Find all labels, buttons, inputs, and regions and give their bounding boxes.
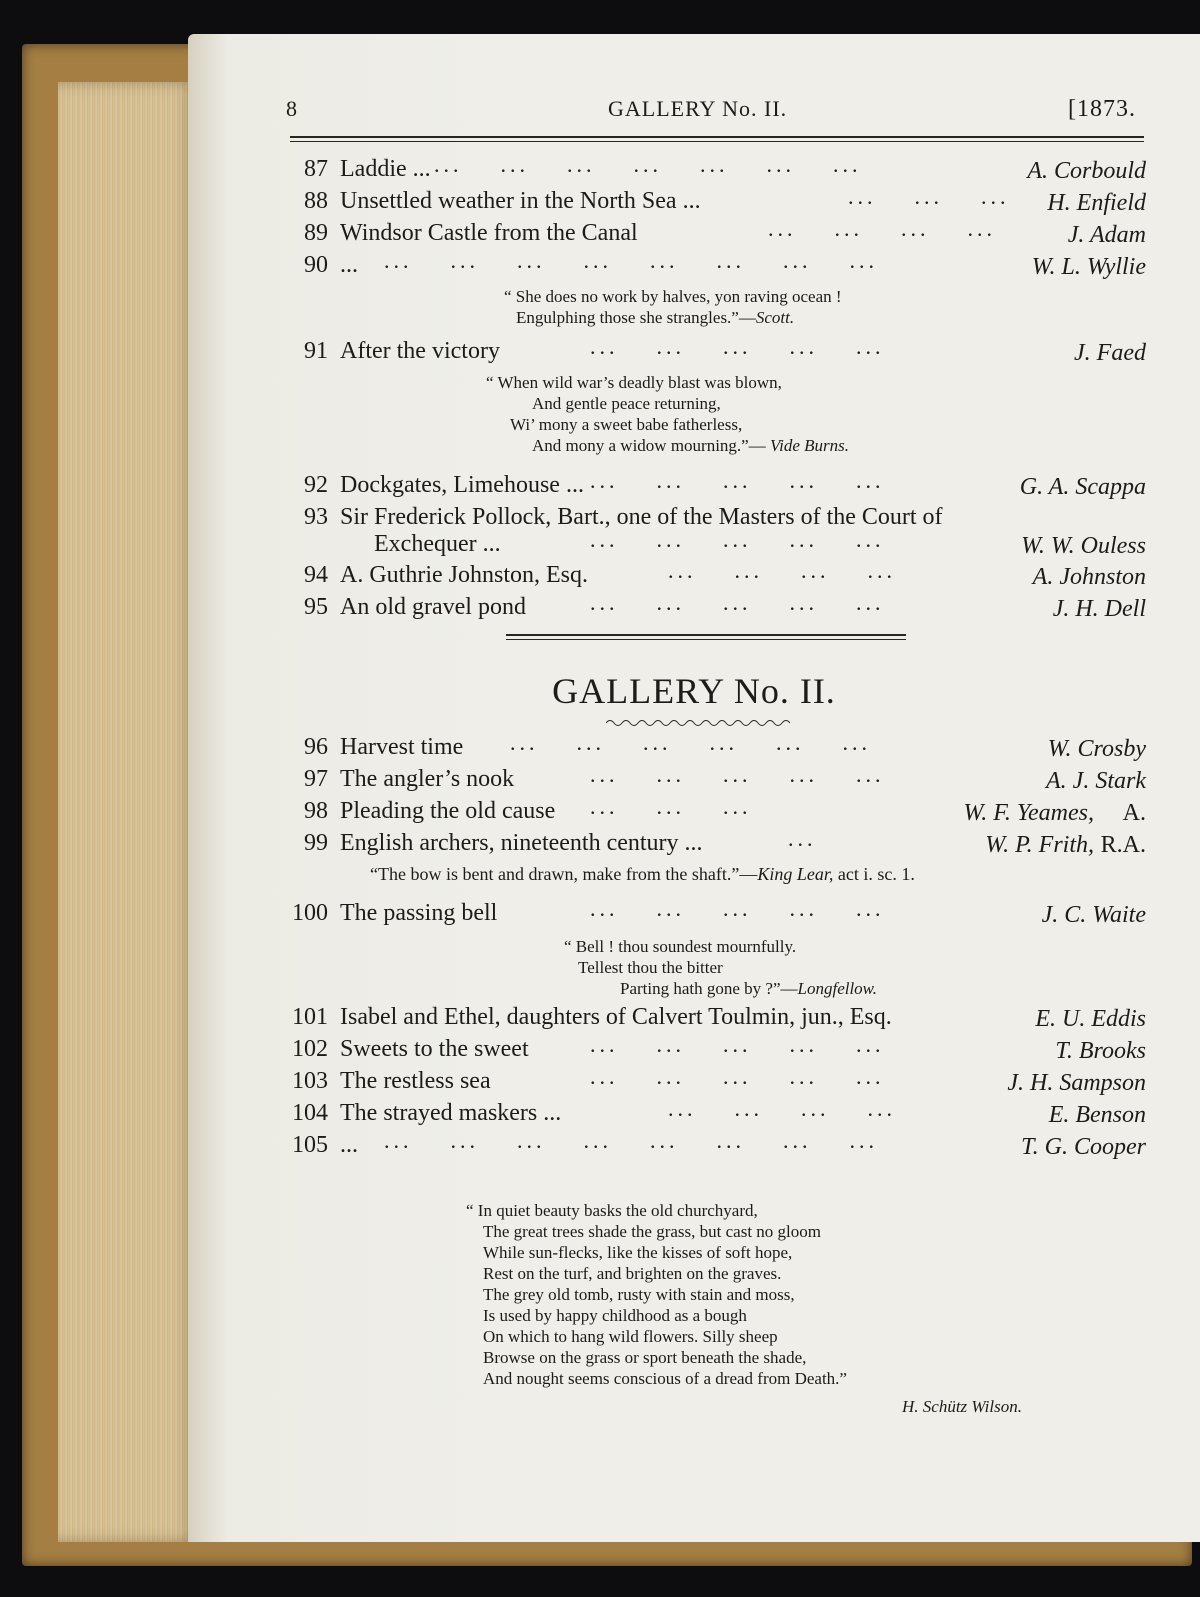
page-number: 8 [286, 96, 298, 121]
quote-schutz-wilson [466, 1200, 847, 1389]
leader-dots: ... ... ... ... [668, 1096, 896, 1121]
catalogue-entry [288, 334, 1146, 370]
header-rule-thin [290, 141, 1144, 142]
entry-title: Windsor Castle from the Canal [340, 220, 638, 246]
entry-title: Sweets to the sweet [340, 1036, 529, 1062]
quote-line: While sun-flecks, like the kisses of soft hope, [483, 1243, 793, 1262]
entry-number: 99 [304, 830, 328, 856]
quote-attribution: Longfellow. [797, 979, 878, 998]
entry-number: 102 [292, 1036, 328, 1062]
running-title: GALLERY No. II. [608, 96, 788, 121]
entry-title: Dockgates, Limehouse ... [340, 472, 584, 498]
leader-dots: ... ... ... ... [768, 216, 996, 241]
quote-longfellow [564, 936, 877, 999]
quote-line: Is used by happy childhood as a bough [483, 1306, 747, 1325]
quote-line: “ She does no work by halves, yon raving ocean ! [504, 287, 842, 306]
catalogue-entry [288, 468, 1146, 504]
quote-attribution: Vide Burns. [769, 436, 849, 455]
catalogue-entry [288, 1128, 1146, 1164]
leader-dots: ... ... ... [848, 184, 1010, 209]
entry-title: The angler’s nook [340, 766, 515, 792]
entry-artist: E. U. Eddis [1035, 1006, 1146, 1032]
entry-artist: T. G. Cooper [1021, 1134, 1146, 1160]
entry-artist: W. F. Yeames, [963, 800, 1094, 826]
entry-title: The strayed maskers ... [340, 1100, 562, 1126]
entry-title: Laddie ... [340, 156, 431, 182]
catalogue-entry [288, 152, 1146, 188]
artist-suffix: R.A. [1100, 832, 1146, 858]
artist-suffix: A. [1122, 800, 1146, 826]
entry-artist: J. Faed [1074, 340, 1146, 366]
entry-artist: W. Crosby [1047, 736, 1146, 762]
header-rule [290, 136, 1144, 138]
entry-number: 97 [304, 766, 328, 792]
quote-king-lear [370, 864, 915, 885]
leader-dots: ... ... ... ... ... [590, 762, 885, 787]
entry-number: 103 [292, 1068, 328, 1094]
quote-attribution: King Lear, [757, 864, 834, 884]
quote-line: And nought seems conscious of a dread from Death.” [483, 1369, 847, 1388]
entry-number: 105 [292, 1132, 328, 1158]
entry-number: 89 [304, 220, 328, 246]
section-rule [506, 634, 906, 636]
quote-line: “ When wild war’s deadly blast was blown, [486, 373, 782, 392]
quote-attribution: H. Schütz Wilson. [902, 1397, 1022, 1416]
section-rule-thin [506, 639, 906, 640]
leader-dots: ... ... ... ... ... [590, 334, 885, 359]
entry-artist: E. Benson [1048, 1102, 1146, 1128]
entry-number: 90 [304, 252, 328, 278]
entry-title: Unsettled weather in the North Sea ... [340, 188, 701, 214]
quote-line: Engulphing those she strangles.”— [516, 308, 756, 327]
leader-dots: ... ... ... ... ... ... ... ... [384, 1128, 878, 1153]
catalogue-entry [288, 590, 1146, 626]
leader-dots: ... ... ... ... [668, 558, 896, 583]
leader-dots: ... ... ... ... ... [590, 527, 885, 552]
catalogue-entry [288, 794, 1146, 830]
gallery-title: GALLERY No. II. [552, 671, 836, 711]
entry-artist: A. Corbould [1027, 158, 1146, 184]
entry-number: 101 [292, 1004, 328, 1030]
leader-dots: ... ... ... [590, 794, 752, 819]
leader-dots: ... ... ... ... ... [590, 1032, 885, 1057]
quote-scott [504, 286, 842, 328]
entry-artist: W. W. Ouless [1021, 533, 1146, 559]
entry-title: Pleading the old cause [340, 798, 556, 824]
entry-artist: J. H. Sampson [1007, 1070, 1146, 1096]
leader-dots: ... ... ... ... ... [590, 896, 885, 921]
quote-text: “The bow is bent and drawn, make from the shaft.”— [370, 864, 758, 884]
ornamental-wave-rule [606, 718, 796, 728]
entry-artist: T. Brooks [1055, 1038, 1146, 1064]
entry-title: ... [340, 1132, 358, 1158]
entry-number: 91 [304, 338, 328, 364]
entry-number: 98 [304, 798, 328, 824]
leader-dots: ... ... ... ... ... ... ... ... [384, 248, 878, 273]
entry-number: 88 [304, 188, 328, 214]
entry-title: A. Guthrie Johnston, Esq. [340, 562, 588, 588]
leader-dots: ... ... ... ... ... [590, 468, 885, 493]
entry-title: Harvest time [340, 734, 464, 760]
quote-burns [486, 372, 849, 456]
entry-title: After the victory [340, 338, 500, 364]
quote-line: And gentle peace returning, [532, 394, 721, 413]
quote-line: The great trees shade the grass, but cast no gloom [483, 1222, 822, 1241]
leader-dots: ... [788, 826, 817, 851]
quote-line: On which to hang wild flowers. Silly sheep [483, 1327, 778, 1346]
year-label: [1873. [1068, 96, 1136, 122]
entry-artist: J. C. Waite [1041, 902, 1146, 928]
leader-dots: ... ... ... ... ... [590, 590, 885, 615]
catalogue-entry [288, 826, 1146, 862]
entry-number: 95 [304, 594, 328, 620]
entry-title: An old gravel pond [340, 594, 526, 620]
catalogue-entry [288, 896, 1146, 932]
entry-title-continuation: Exchequer ... [374, 531, 501, 557]
leader-dots: ... ... ... ... ... [590, 1064, 885, 1089]
catalogue-entry [288, 184, 1146, 220]
entry-artist: A. Johnston [1032, 564, 1146, 590]
entry-number: 100 [292, 900, 328, 926]
entry-number: 93 [304, 504, 328, 530]
entry-number: 96 [304, 734, 328, 760]
leader-dots: ... ... ... ... ... ... ... [434, 152, 862, 177]
quote-line: Rest on the turf, and brighten on the graves. [483, 1264, 782, 1283]
entry-artist: J. H. Dell [1052, 596, 1146, 622]
entry-artist: A. J. Stark [1046, 768, 1146, 794]
quote-line: Wi’ mony a sweet babe fatherless, [510, 415, 743, 434]
entry-number: 87 [304, 156, 328, 182]
quote-line: And mony a widow mourning.”— [532, 436, 770, 455]
quote-line: Browse on the grass or sport beneath the shade, [483, 1348, 807, 1367]
entry-title: English archers, nineteenth century ... [340, 830, 703, 856]
entry-title: The restless sea [340, 1068, 491, 1094]
entry-number: 104 [292, 1100, 328, 1126]
entry-number: 94 [304, 562, 328, 588]
page-edges [58, 82, 198, 1542]
quote-line: Parting hath gone by ?”— [620, 979, 798, 998]
entry-artist: J. Adam [1067, 222, 1146, 248]
entry-artist: H. Enfield [1047, 190, 1146, 216]
entry-title: The passing bell [340, 900, 498, 926]
entry-artist: W. P. Frith, [985, 832, 1094, 858]
entry-title: Sir Frederick Pollock, Bart., one of the Masters of the Court of [340, 504, 943, 530]
quote-line: Tellest thou the bitter [578, 958, 723, 977]
quote-line: “ In quiet beauty basks the old churchyard, [466, 1201, 758, 1220]
entry-title: Isabel and Ethel, daughters of Calvert Toulmin, jun., Esq. [340, 1004, 892, 1030]
entry-number: 92 [304, 472, 328, 498]
quote-attribution: Scott. [755, 308, 795, 327]
leader-dots: ... ... ... ... ... ... [510, 730, 871, 755]
quote-suffix: act i. sc. 1. [833, 864, 915, 884]
catalogue-entry [288, 248, 1146, 284]
quote-line: The grey old tomb, rusty with stain and moss, [483, 1285, 795, 1304]
quote-line: “ Bell ! thou soundest mournfully. [564, 937, 797, 956]
entry-artist: G. A. Scappa [1019, 474, 1146, 500]
book-page [188, 34, 1200, 1542]
entry-artist: W. L. Wyllie [1031, 254, 1146, 280]
entry-title: ... [340, 252, 358, 278]
